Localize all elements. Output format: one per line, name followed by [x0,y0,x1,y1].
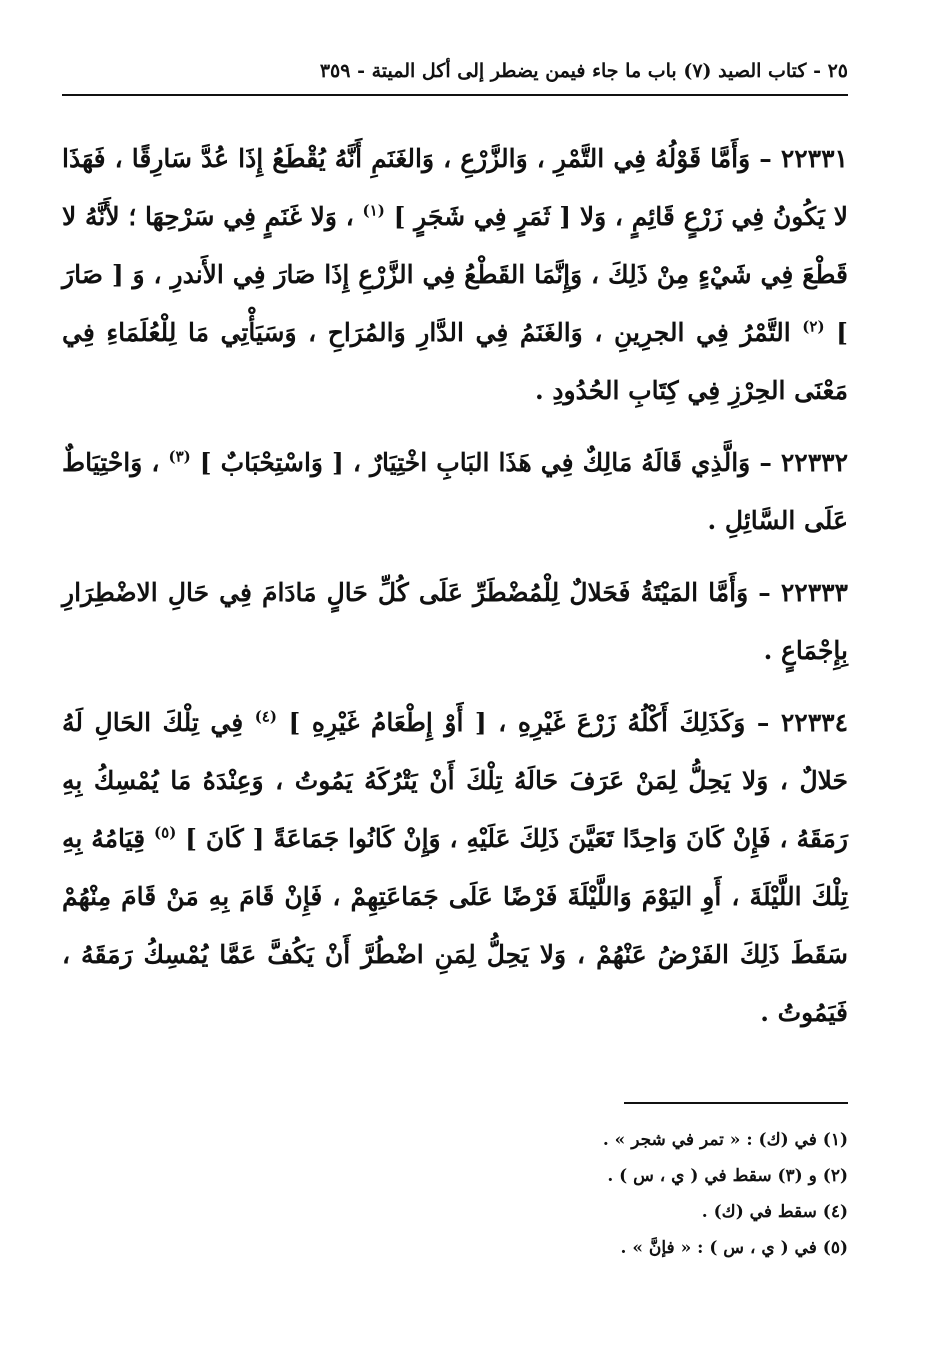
dash: – [759,144,772,173]
footnote-ref: (٥) [154,823,177,842]
dash: – [759,448,772,477]
paragraph-text: التَّمْرُ فِي الجرِينِ ، وَالغَنَمُ فِي الدَّارِ وَالمُرَاحِ ، وَسَيَأْتِي مَا لِلْعُلَمَاءِ فِي مَعْنَى الحِرْزِ فِي كِتَابِ الحُدُودِ . [62,318,848,405]
paragraph-22331 [62,130,848,420]
footnote-5: (٥) في ( ي ، س ) : « فإنَّ » . [620,1238,848,1258]
paragraph-22333 [62,564,848,680]
footnotes [148,1122,848,1266]
footnote-ref: (٢) [802,317,825,336]
running-header [62,58,848,96]
paragraph-number: ٢٢٣٣١ [780,144,848,173]
footnote-1: (١) في (ك) : « تمر في شجر » . [602,1130,848,1150]
footnote-ref: (١) [362,201,385,220]
paragraph-text: وَكَذَلِكَ أَكْلُهُ زَرْعَ غَيْرِهِ ، [ أَوْ إِطْعَامُ غَيْرِهِ ] [288,708,746,737]
footnote-4: (٤) سقط في (ك) . [701,1202,848,1222]
paragraph-22334 [62,694,848,1042]
paragraph-text: فِي تِلْكَ الحَالِ لَهُ حَلالٌ ، وَلا يَحِلُّ لِمَنْ عَرَفَ حَالَهُ تِلْكَ أَنْ يَتْرُكَهُ يَمُوتُ ، وَعِنْدَهُ مَا يُمْسِكُ بِهِ رَمَقَهُ ، فَإِنْ كَانَ وَاحِدًا تَعَيَّنَ ذَلِكَ عَلَيْهِ ، وَإِنْ كَانُوا جَمَاعَةً [ كَانَ ] [62,708,848,853]
running-title: ٢٥ - كتاب الصيد (٧) باب ما جاء فيمن يضطر إلى أكل الميتة - ٣٥٩ [312,60,848,82]
dash: – [758,578,771,607]
dash: – [756,708,770,737]
paragraph-number: ٢٢٣٣٤ [780,708,848,737]
paragraph-number: ٢٢٣٣٣ [780,578,848,607]
paragraph-text: وَأَمَّا قَوْلُهُ فِي التَّمْرِ ، وَالزَّرْعِ ، وَالغَنَمِ أَنَّهُ يُقْطَعُ إِذَا عُدَّ سَارِقًا ، فَهَذَا لا يَكُونُ فِي زَرْعٍ قَائِمٍ ، وَلا [ ثَمَرٍ فِي شَجَرٍ ] [62,144,848,231]
main-text [62,130,848,1056]
paragraph-22332 [62,434,848,550]
paragraph-text: وَالَّذِي قَالَهُ مَالِكٌ فِي هَذَا البَابِ اخْتِيَارٌ ، [ وَاسْتِحْبَابٌ ] [199,448,751,477]
footnote-divider [624,1102,848,1104]
footnote-ref: (٤) [254,707,277,726]
paragraph-text: قِيَامُهُ بِهِ تِلْكَ اللَّيْلَةَ ، أَوِ اليَوْمَ وَاللَّيْلَةَ فَرْضًا عَلَى جَمَاعَتِهِمْ ، فَإِنْ قَامَ بِهِ مَنْ قَامَ مِنْهُمْ سَقَطَ ذَلِكَ الفَرْضُ عَنْهُمْ ، وَلا يَحِلُّ لِمَنِ اضْطُرَّ أَنْ يَكُفَّ عَمَّا يُمْسِكُ رَمَقَهُ ، فَيَمُوتُ . [62,824,848,1027]
paragraph-text: وَأَمَّا المَيْتَةُ فَحَلالٌ لِلْمُضْطَرِّ عَلَى كُلِّ حَالٍ مَادَامَ فِي حَالِ الاضْطِرَارِ بِإِجْمَاعٍ . [62,578,848,665]
footnote-2-3: (٢) و (٣) سقط في ( ي ، س ) . [607,1166,848,1186]
footnote-ref: (٣) [168,447,191,466]
paragraph-text: ، وَلا غَنَمٍ فِي سَرْحِهَا ؛ لأَنَّهُ لا قَطْعَ فِي شَيْءٍ مِنْ ذَلِكَ ، وَإِنَّمَا القَطْعُ فِي الزَّرْعِ إِذَا صَارَ فِي الأَندرِ ، وَ [ صَارَ ] [62,202,848,347]
paragraph-text: ، وَاحْتِيَاطٌ عَلَى السَّائِلِ . [62,448,848,535]
paragraph-number: ٢٢٣٣٢ [780,448,848,477]
